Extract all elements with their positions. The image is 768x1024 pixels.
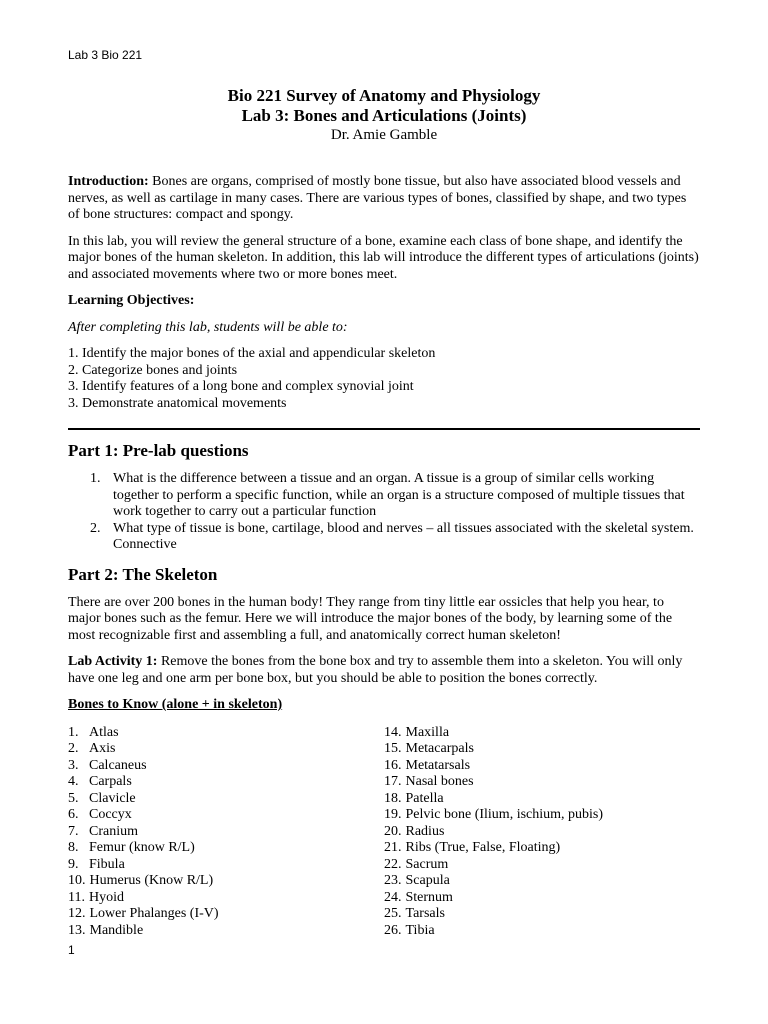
bone-item	[68, 824, 384, 841]
bone-item	[68, 873, 384, 890]
activity-label: Lab Activity 1:	[68, 654, 158, 669]
objectives-lead: After completing this lab, students will be able to:	[68, 319, 348, 335]
question-number: 2.	[90, 520, 101, 536]
question-text: What type of tissue is bone, cartilage, blood and nerves – all tissues associated with the skeletal system. Connective	[113, 520, 694, 552]
bone-item	[384, 873, 700, 890]
bone-number: 6.	[68, 807, 79, 822]
bone-name: Lower Phalanges (I-V)	[89, 906, 219, 921]
bone-name: Tibia	[405, 922, 435, 938]
bone-name: Pelvic bone (Ilium, ischium, pubis)	[405, 807, 604, 822]
lab-title: Lab 3: Bones and Articulations (Joints)	[241, 106, 527, 125]
bone-name: Metatarsals	[405, 757, 471, 773]
bone-item	[384, 725, 700, 742]
bone-number: 17.	[384, 774, 402, 789]
question-item	[68, 521, 700, 554]
bone-name: Coccyx	[89, 807, 132, 822]
activity-text: Remove the bones from the bone box and try to assemble them into a skeleton. You will only have one leg and one arm per bone box, but you should be able to position the bones correctly.	[68, 654, 683, 686]
bone-number: 10.	[68, 873, 86, 888]
bone-number: 16.	[384, 757, 402, 773]
part2-paragraph: There are over 200 bones in the human body! They range from tiny little ear ossicles that help you hear, to major bones such as the femur. Here we will introduce the major bones of the body, by learning some of the most recognizable first and assembling a full, and anatomically correct human skeleton!	[68, 594, 673, 643]
intro-paragraph-2: In this lab, you will review the general structure of a bone, examine each class of bone shape, and identify the major bones of the human skeleton. In addition, this lab will introduce the different types of articulations (joints) and associated movements where two or more bones meet.	[68, 233, 699, 282]
bone-number: 21.	[384, 840, 402, 855]
bone-item	[384, 758, 700, 775]
bone-item	[68, 890, 384, 907]
document-body	[68, 174, 700, 939]
part1-heading: Part 1: Pre-lab questions	[68, 441, 249, 460]
bone-name: Clavicle	[89, 790, 136, 806]
bone-number: 18.	[384, 790, 402, 806]
question-item	[68, 471, 700, 521]
bone-name: Carpals	[89, 774, 132, 789]
bone-number: 1.	[68, 724, 79, 740]
bone-name: Nasal bones	[405, 774, 474, 789]
bone-number: 12.	[68, 906, 86, 921]
bone-number: 15.	[384, 741, 402, 756]
bone-name: Hyoid	[88, 889, 124, 905]
author: Dr. Amie Gamble	[330, 127, 438, 143]
bone-number: 23.	[384, 873, 402, 888]
bone-item	[384, 857, 700, 874]
bone-name: Atlas	[89, 724, 119, 740]
objective-item: 3. Identify features of a long bone and complex synovial joint	[68, 379, 414, 394]
bone-item	[384, 923, 700, 940]
bone-name: Calcaneus	[89, 757, 147, 773]
bones-column-right	[384, 725, 700, 940]
bone-number: 19.	[384, 807, 402, 822]
bone-number: 26.	[384, 922, 402, 938]
bone-name: Sternum	[405, 889, 453, 905]
bone-item	[68, 791, 384, 808]
bone-item	[68, 923, 384, 940]
bones-column-left	[68, 725, 384, 940]
objective-item: 3. Demonstrate anatomical movements	[68, 395, 287, 411]
bone-number: 11.	[68, 889, 85, 905]
bone-name: Scapula	[405, 873, 450, 888]
bone-name: Femur (know R/L)	[89, 840, 195, 855]
bone-name: Sacrum	[405, 856, 449, 872]
page-number: 1	[68, 943, 75, 957]
bone-number: 8.	[68, 840, 79, 855]
page-header: Lab 3 Bio 221	[68, 48, 143, 62]
bone-item	[384, 840, 700, 857]
bone-number: 3.	[68, 757, 79, 773]
bone-item	[384, 774, 700, 791]
objectives-heading: Learning Objectives:	[68, 293, 195, 308]
title-block	[0, 86, 768, 144]
bone-name: Patella	[405, 790, 444, 806]
bone-number: 24.	[384, 889, 402, 905]
bone-item	[68, 758, 384, 775]
bone-item	[68, 774, 384, 791]
bone-name: Ribs (True, False, Floating)	[405, 840, 561, 855]
bone-item	[68, 906, 384, 923]
bone-item	[68, 807, 384, 824]
bone-name: Axis	[89, 741, 116, 756]
bones-list	[68, 725, 700, 940]
bone-name: Metacarpals	[405, 741, 474, 756]
bone-item	[68, 741, 384, 758]
objective-item: 1. Identify the major bones of the axial and appendicular skeleton	[68, 346, 436, 361]
bone-item	[384, 890, 700, 907]
bone-item	[384, 741, 700, 758]
intro-label: Introduction:	[68, 174, 149, 189]
bone-name: Fibula	[89, 856, 125, 872]
lab-activity	[68, 654, 700, 687]
bone-item	[384, 807, 700, 824]
objective-item: 2. Categorize bones and joints	[68, 362, 238, 378]
intro-paragraph	[68, 174, 700, 224]
objectives-list	[68, 346, 700, 412]
bone-number: 9.	[68, 856, 79, 872]
bone-number: 13.	[68, 922, 86, 938]
bone-number: 5.	[68, 790, 79, 806]
bones-heading: Bones to Know (alone + in skeleton)	[68, 697, 283, 712]
bone-name: Radius	[405, 823, 445, 839]
bone-name: Maxilla	[405, 724, 450, 740]
part2-heading: Part 2: The Skeleton	[68, 564, 218, 584]
question-number: 1.	[90, 471, 101, 486]
bone-item	[68, 840, 384, 857]
bone-number: 14.	[384, 724, 402, 740]
bone-item	[68, 857, 384, 874]
bone-item	[384, 906, 700, 923]
bone-item	[68, 725, 384, 742]
bone-item	[384, 791, 700, 808]
question-text: What is the difference between a tissue and an organ. A tissue is a group of similar cells working together to perform a specific function, while an organ is a structure composed of multiple tissues that work together to carry out a particular function	[113, 471, 685, 519]
intro-text: Bones are organs, comprised of mostly bone tissue, but also have associated blood vessels and nerves, as well as cartilage in many cases. There are various types of bones, classified by shape, and two types of bone structures: compact and spongy.	[68, 174, 687, 222]
bone-name: Tarsals	[405, 906, 445, 921]
bone-number: 4.	[68, 774, 79, 789]
bone-number: 2.	[68, 741, 79, 756]
bone-number: 7.	[68, 823, 79, 839]
course-title: Bio 221 Survey of Anatomy and Physiology	[227, 86, 541, 105]
prelab-questions	[68, 471, 700, 554]
bone-item	[384, 824, 700, 841]
bone-number: 25.	[384, 906, 402, 921]
bone-name: Cranium	[89, 823, 138, 839]
bone-number: 20.	[384, 823, 402, 839]
bone-name: Mandible	[89, 922, 144, 938]
bone-number: 22.	[384, 856, 402, 872]
section-divider	[68, 428, 700, 430]
bone-name: Humerus (Know R/L)	[89, 873, 214, 888]
